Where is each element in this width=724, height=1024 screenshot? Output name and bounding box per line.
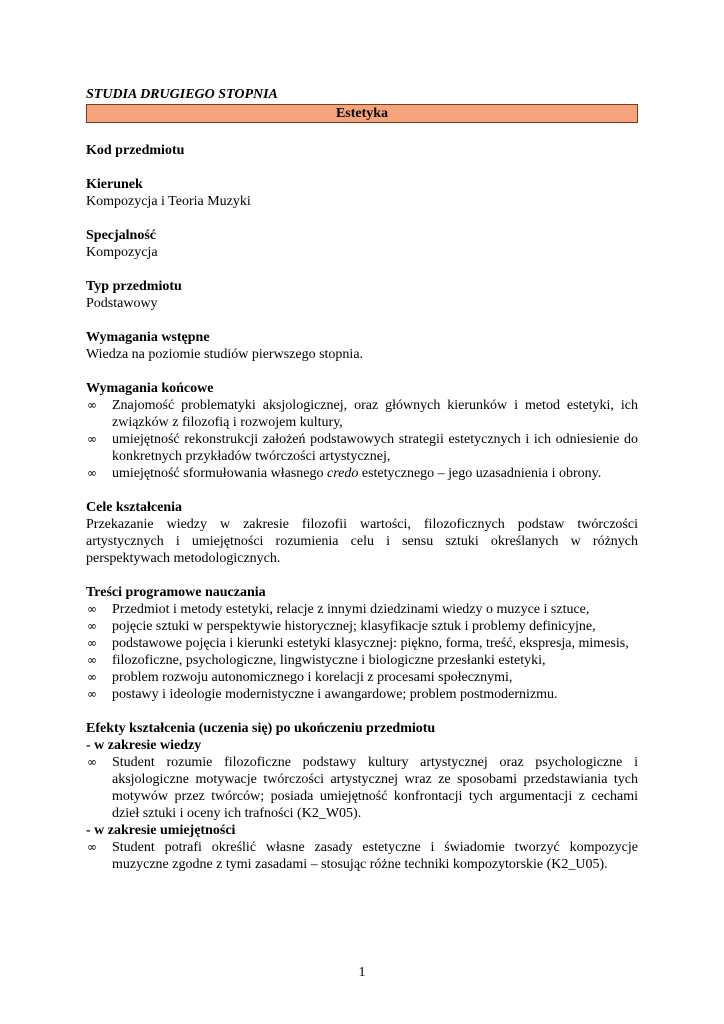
specjalnosc-value: Kompozycja: [86, 245, 158, 260]
koncowe-label: Wymagania końcowe: [86, 381, 214, 396]
specjalnosc-label: Specjalność: [86, 228, 156, 243]
section-typ: [86, 278, 638, 312]
infinity-bullet-icon: ∞: [87, 670, 97, 684]
infinity-bullet-icon: ∞: [87, 619, 97, 633]
section-wymagania-koncowe: [86, 380, 638, 482]
cele-text: Przekazanie wiedzy w zakresie filozofii wartości, filozoficznych podstaw twórczości artystycznych i umiejętności rozumienia celu i sensu sztuki określanych w różnych perspektywach metodologicznych.: [86, 517, 638, 566]
kierunek-value: Kompozycja i Teoria Muzyki: [86, 194, 251, 209]
section-specjalnosc: [86, 227, 638, 261]
infinity-bullet-icon: ∞: [87, 432, 97, 446]
list-item: ∞ Przedmiot i metody estetyki, relacje z innymi dziedzinami wiedzy o muzyce i sztuce,: [87, 602, 590, 617]
list-item: ∞ Student rozumie filozoficzne podstawy kultury artystycznej oraz psychologiczne i aksjologiczne motywacje twórczości artystycznej wraz ze sposobami przedstawiania tych motywów przez twórców; posiada umiejętność konfrontacji tych argumentacji z cechami dzieł sztuki i oceny ich trafności (K2_W05).: [87, 755, 638, 821]
wiedza-subheading: - w zakresie wiedzy: [86, 738, 202, 753]
infinity-bullet-icon: ∞: [87, 602, 97, 616]
infinity-bullet-icon: ∞: [87, 687, 97, 701]
list-item: ∞ Znajomość problematyki aksjologicznej, oraz głównych kierunków i metod estetyki, ich związków z filozofią i rozwojem kultury,: [87, 398, 638, 430]
list-item: ∞ pojęcie sztuki w perspektywie historycznej; klasyfikacje sztuk i problemy definicyjne,: [87, 619, 596, 634]
wstepne-label: Wymagania wstępne: [86, 330, 210, 345]
infinity-bullet-icon: ∞: [87, 755, 97, 769]
koncowe-list: [86, 397, 638, 482]
study-level-heading: STUDIA DRUGIEGO STOPNIA: [86, 87, 278, 102]
list-item: ∞ Student potrafi określić własne zasady estetyczne i świadomie tworzyć kompozycje muzyczne zgodne z tymi zasadami – stosując różne techniki kompozytorskie (K2_U05).: [87, 840, 638, 872]
section-kierunek: [86, 176, 638, 210]
list-item: ∞ umiejętność rekonstrukcji założeń podstawowych strategii estetycznych i ich odniesienie do konkretnych przykładów twórczości artystycznej,: [87, 432, 638, 464]
tresci-label: Treści programowe nauczania: [86, 585, 266, 600]
list-item: ∞ problem rozwoju autonomicznego i korelacji z procesami społecznymi,: [87, 670, 513, 685]
infinity-bullet-icon: ∞: [87, 466, 97, 480]
infinity-bullet-icon: ∞: [87, 653, 97, 667]
umiejetnosci-subheading: - w zakresie umiejętności: [86, 823, 236, 838]
infinity-bullet-icon: ∞: [87, 840, 97, 854]
umiejetnosci-list: [86, 839, 638, 873]
content: [86, 86, 638, 873]
section-cele: [86, 499, 638, 567]
kierunek-label: Kierunek: [86, 177, 143, 192]
tresci-list: [86, 601, 638, 703]
credo-italic: credo: [327, 466, 359, 481]
infinity-bullet-icon: ∞: [87, 398, 97, 412]
wstepne-value: Wiedza na poziomie studiów pierwszego stopnia.: [86, 347, 364, 362]
cele-label: Cele kształcenia: [86, 500, 183, 515]
list-item: ∞ postawy i ideologie modernistyczne i awangardowe; problem postmodernizmu.: [87, 687, 558, 702]
wiedza-list: [86, 754, 638, 822]
section-efekty: [86, 720, 638, 873]
list-item: ∞ podstawowe pojęcia i kierunki estetyki klasycznej: piękno, forma, treść, ekspresja, mimesis,: [87, 636, 629, 651]
page-number: 1: [358, 965, 366, 980]
section-kod: [86, 142, 638, 159]
kod-label: Kod przedmiotu: [86, 143, 185, 158]
list-item: ∞ umiejętność sformułowania własnego credo estetycznego – jego uzasadnienia i obrony.: [87, 466, 602, 481]
list-item: ∞ filozoficzne, psychologiczne, lingwistyczne i biologiczne przesłanki estetyki,: [87, 653, 546, 668]
infinity-bullet-icon: ∞: [87, 636, 97, 650]
typ-value: Podstawowy: [86, 296, 158, 311]
section-tresci: [86, 584, 638, 703]
section-wymagania-wstepne: [86, 329, 638, 363]
typ-label: Typ przedmiotu: [86, 279, 182, 294]
efekty-label: Efekty kształcenia (uczenia się) po ukończeniu przedmiotu: [86, 721, 436, 736]
subject-title-box: Estetyka: [86, 104, 638, 123]
